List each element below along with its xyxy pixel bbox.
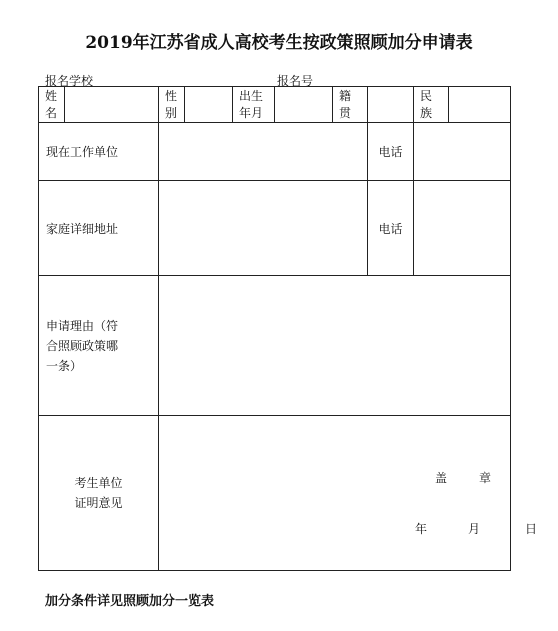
registration-number-label: 报名号 xyxy=(277,74,314,88)
gender-field[interactable] xyxy=(185,87,233,123)
work-row xyxy=(39,123,511,181)
work-unit-label: 现在工作单位 xyxy=(39,123,159,181)
birth-label: 出生 年月 xyxy=(233,87,275,123)
reason-field[interactable] xyxy=(159,276,511,416)
date-month-label: 月 xyxy=(468,522,481,536)
stamp-label: 盖 章 xyxy=(435,471,492,485)
certification-field[interactable] xyxy=(159,416,538,571)
personal-info-row xyxy=(39,87,511,123)
gender-label: 性 别 xyxy=(159,87,185,123)
date-year-label: 年 xyxy=(415,522,428,536)
form-title: 2019年江苏省成人高校考生按政策照顾加分申请表 xyxy=(85,33,473,53)
school-label: 报名学校 xyxy=(45,74,94,88)
home-row xyxy=(39,181,511,276)
work-unit-field[interactable] xyxy=(159,123,368,181)
home-address-label: 家庭详细地址 xyxy=(39,181,159,276)
home-phone-field[interactable] xyxy=(414,181,511,276)
certification-row xyxy=(39,416,511,571)
application-form-table xyxy=(38,86,538,571)
certification-label: 考生单位 证明意见 xyxy=(39,416,159,571)
home-phone-label: 电话 xyxy=(368,181,414,276)
birth-field[interactable] xyxy=(275,87,333,123)
origin-label: 籍 贯 xyxy=(333,87,368,123)
name-field[interactable] xyxy=(65,87,159,123)
work-phone-label: 电话 xyxy=(368,123,414,181)
work-phone-field[interactable] xyxy=(414,123,511,181)
footer-note: 加分条件详见照顾加分一览表 xyxy=(45,594,215,609)
name-label: 姓 名 xyxy=(39,87,65,123)
ethnicity-label: 民 族 xyxy=(414,87,449,123)
origin-field[interactable] xyxy=(368,87,414,123)
reason-label: 申请理由（符 合照顾政策哪 一条） xyxy=(39,276,159,416)
reason-row xyxy=(39,276,511,416)
home-address-field[interactable] xyxy=(159,181,368,276)
date-day-label: 日 xyxy=(525,522,538,536)
ethnicity-field[interactable] xyxy=(449,87,511,123)
